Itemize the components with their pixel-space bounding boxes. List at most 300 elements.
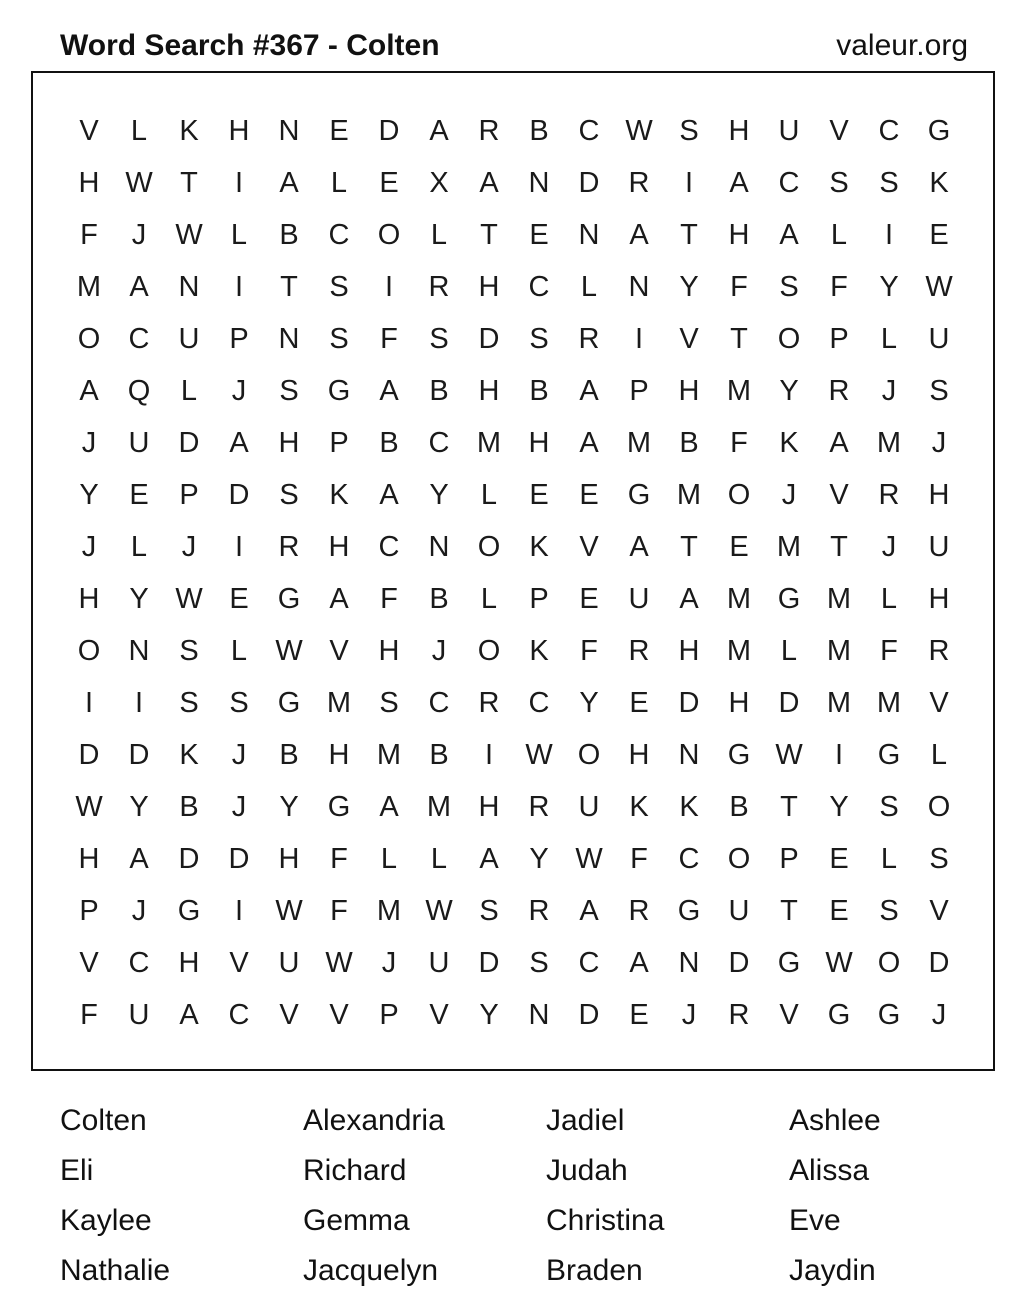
- grid-cell: N: [278, 322, 300, 355]
- grid-cell: C: [128, 946, 150, 979]
- grid-cell: J: [181, 530, 197, 563]
- grid-cell: T: [480, 218, 498, 251]
- grid-cell: V: [929, 686, 949, 719]
- grid-cell: A: [779, 218, 799, 251]
- grid-cell: R: [478, 686, 500, 719]
- grid-cell: N: [528, 166, 550, 199]
- grid-cell: T: [780, 894, 798, 927]
- grid-cell: E: [579, 478, 599, 511]
- grid-cell: E: [379, 166, 399, 199]
- grid-cell: A: [579, 374, 599, 407]
- grid-cell: N: [578, 218, 600, 251]
- grid-cell: W: [775, 738, 803, 771]
- grid-cell: A: [379, 478, 399, 511]
- grid-cell: Y: [129, 790, 149, 823]
- grid-cell: E: [929, 218, 949, 251]
- grid-cell: P: [829, 322, 849, 355]
- grid-cell: H: [678, 374, 700, 407]
- grid-cell: G: [627, 478, 651, 511]
- grid-cell: T: [830, 530, 848, 563]
- grid-cell: C: [578, 114, 600, 147]
- word-list-item: Ashlee: [789, 1104, 881, 1137]
- grid-cell: Y: [279, 790, 299, 823]
- grid-cell: A: [629, 530, 649, 563]
- grid-cell: P: [629, 374, 649, 407]
- grid-cell: G: [177, 894, 201, 927]
- grid-cell: F: [630, 842, 648, 875]
- grid-cell: A: [379, 790, 399, 823]
- grid-cell: G: [677, 894, 701, 927]
- grid-cell: F: [580, 634, 598, 667]
- grid-cell: I: [234, 270, 244, 303]
- grid-cell: H: [78, 582, 100, 615]
- grid-cell: A: [379, 374, 399, 407]
- grid-cell: P: [379, 998, 399, 1031]
- grid-cell: I: [634, 322, 644, 355]
- grid-cell: B: [429, 374, 449, 407]
- grid-cell: L: [880, 322, 898, 355]
- letter-grid: [64, 105, 964, 1041]
- grid-cell: T: [730, 322, 748, 355]
- grid-cell: W: [825, 946, 853, 979]
- grid-cell: V: [579, 530, 599, 563]
- grid-cell: L: [830, 218, 848, 251]
- grid-cell: R: [528, 894, 550, 927]
- grid-cell: H: [728, 218, 750, 251]
- grid-cell: B: [279, 738, 299, 771]
- grid-cell: U: [928, 530, 950, 563]
- grid-cell: S: [179, 686, 199, 719]
- grid-cell: R: [528, 790, 550, 823]
- word-list-item: Braden: [546, 1254, 643, 1287]
- grid-cell: F: [880, 634, 898, 667]
- grid-cell: I: [134, 686, 144, 719]
- grid-cell: E: [529, 478, 549, 511]
- grid-cell: N: [428, 530, 450, 563]
- grid-cell: P: [179, 478, 199, 511]
- grid-cell: F: [830, 270, 848, 303]
- grid-cell: M: [326, 686, 352, 719]
- grid-cell: K: [179, 738, 199, 771]
- grid-cell: P: [229, 322, 249, 355]
- grid-cell: J: [231, 374, 247, 407]
- grid-cell: J: [681, 998, 697, 1031]
- grid-cell: F: [80, 218, 98, 251]
- grid-cell: I: [234, 166, 244, 199]
- grid-cell: K: [179, 114, 199, 147]
- grid-cell: J: [231, 790, 247, 823]
- grid-cell: E: [829, 842, 849, 875]
- grid-cell: J: [881, 530, 897, 563]
- grid-cell: C: [878, 114, 900, 147]
- grid-cell: Y: [129, 582, 149, 615]
- grid-cell: P: [529, 582, 549, 615]
- grid-cell: V: [329, 634, 349, 667]
- grid-cell: B: [529, 114, 549, 147]
- grid-cell: S: [479, 894, 499, 927]
- grid-cell: S: [329, 322, 349, 355]
- grid-cell: H: [78, 842, 100, 875]
- grid-cell: Y: [679, 270, 699, 303]
- grid-cell: M: [76, 270, 102, 303]
- grid-cell: W: [325, 946, 353, 979]
- grid-cell: I: [234, 530, 244, 563]
- grid-cell: S: [329, 270, 349, 303]
- grid-cell: H: [278, 842, 300, 875]
- grid-cell: D: [578, 998, 600, 1031]
- grid-cell: A: [229, 426, 249, 459]
- grid-cell: X: [429, 166, 449, 199]
- grid-cell: U: [928, 322, 950, 355]
- grid-cell: B: [679, 426, 699, 459]
- grid-cell: R: [278, 530, 300, 563]
- grid-cell: R: [928, 634, 950, 667]
- grid-cell: S: [279, 478, 299, 511]
- grid-cell: K: [629, 790, 649, 823]
- grid-cell: V: [79, 946, 99, 979]
- grid-cell: C: [228, 998, 250, 1031]
- grid-cell: K: [929, 166, 949, 199]
- grid-cell: I: [684, 166, 694, 199]
- grid-cell: O: [777, 322, 801, 355]
- grid-cell: E: [729, 530, 749, 563]
- grid-cell: Y: [779, 374, 799, 407]
- word-list-item: Alissa: [789, 1154, 870, 1187]
- grid-cell: V: [279, 998, 299, 1031]
- grid-cell: O: [927, 790, 951, 823]
- grid-cell: C: [528, 686, 550, 719]
- grid-cell: U: [578, 790, 600, 823]
- grid-cell: A: [179, 998, 199, 1031]
- grid-cell: R: [828, 374, 850, 407]
- grid-cell: I: [384, 270, 394, 303]
- grid-cell: D: [128, 738, 150, 771]
- grid-cell: J: [131, 894, 147, 927]
- grid-cell: H: [628, 738, 650, 771]
- grid-cell: S: [929, 842, 949, 875]
- grid-cell: H: [278, 426, 300, 459]
- grid-cell: Q: [127, 374, 151, 407]
- grid-cell: A: [829, 426, 849, 459]
- grid-cell: D: [778, 686, 800, 719]
- grid-cell: S: [929, 374, 949, 407]
- grid-cell: A: [629, 946, 649, 979]
- word-list-item: Gemma: [303, 1204, 410, 1237]
- grid-cell: D: [228, 478, 250, 511]
- grid-cell: U: [178, 322, 200, 355]
- grid-cell: F: [80, 998, 98, 1031]
- grid-cell: C: [328, 218, 350, 251]
- grid-cell: K: [529, 634, 549, 667]
- grid-cell: G: [327, 374, 351, 407]
- grid-cell: L: [130, 114, 148, 147]
- word-list-item: Kaylee: [60, 1204, 152, 1237]
- grid-cell: R: [478, 114, 500, 147]
- grid-cell: E: [629, 998, 649, 1031]
- grid-cell: M: [776, 530, 802, 563]
- grid-cell: G: [927, 114, 951, 147]
- grid-cell: S: [529, 322, 549, 355]
- grid-cell: H: [178, 946, 200, 979]
- grid-cell: R: [728, 998, 750, 1031]
- grid-cell: I: [84, 686, 94, 719]
- grid-cell: V: [829, 478, 849, 511]
- grid-cell: P: [79, 894, 99, 927]
- grid-cell: M: [626, 426, 652, 459]
- grid-cell: H: [478, 790, 500, 823]
- grid-cell: J: [931, 998, 947, 1031]
- grid-cell: M: [876, 686, 902, 719]
- grid-cell: Y: [479, 998, 499, 1031]
- word-list-item: Jadiel: [546, 1104, 625, 1137]
- grid-cell: J: [231, 738, 247, 771]
- grid-cell: U: [428, 946, 450, 979]
- grid-cell: Y: [79, 478, 99, 511]
- word-list-item: Eli: [60, 1154, 94, 1187]
- grid-cell: D: [78, 738, 100, 771]
- grid-cell: T: [180, 166, 198, 199]
- grid-cell: H: [928, 478, 950, 511]
- grid-cell: V: [229, 946, 249, 979]
- grid-cell: W: [125, 166, 153, 199]
- grid-cell: A: [629, 218, 649, 251]
- grid-cell: S: [829, 166, 849, 199]
- grid-cell: L: [380, 842, 398, 875]
- word-list-item: Jacquelyn: [303, 1254, 439, 1287]
- grid-cell: S: [879, 894, 899, 927]
- grid-cell: O: [477, 634, 501, 667]
- grid-cell: H: [378, 634, 400, 667]
- page-title: Word Search #367 - Colten: [60, 29, 440, 62]
- grid-cell: F: [730, 426, 748, 459]
- grid-cell: L: [130, 530, 148, 563]
- grid-cell: M: [826, 634, 852, 667]
- grid-cell: E: [129, 478, 149, 511]
- grid-cell: M: [476, 426, 502, 459]
- grid-cell: S: [879, 790, 899, 823]
- grid-cell: L: [580, 270, 598, 303]
- grid-cell: W: [75, 790, 103, 823]
- grid-cell: G: [877, 738, 901, 771]
- grid-cell: N: [178, 270, 200, 303]
- grid-cell: I: [234, 894, 244, 927]
- grid-cell: E: [829, 894, 849, 927]
- grid-cell: G: [327, 790, 351, 823]
- grid-cell: B: [429, 738, 449, 771]
- grid-cell: H: [728, 686, 750, 719]
- grid-cell: D: [678, 686, 700, 719]
- grid-cell: G: [277, 686, 301, 719]
- grid-cell: K: [779, 426, 799, 459]
- grid-cell: H: [478, 374, 500, 407]
- grid-cell: W: [575, 842, 603, 875]
- grid-cell: D: [378, 114, 400, 147]
- grid-cell: C: [778, 166, 800, 199]
- grid-cell: B: [729, 790, 749, 823]
- word-list-item: Eve: [789, 1204, 841, 1237]
- grid-cell: J: [381, 946, 397, 979]
- grid-cell: M: [376, 894, 402, 927]
- grid-cell: W: [425, 894, 453, 927]
- grid-cell: J: [131, 218, 147, 251]
- grid-cell: E: [529, 218, 549, 251]
- word-list-item: Alexandria: [303, 1104, 445, 1137]
- grid-cell: L: [780, 634, 798, 667]
- grid-cell: E: [229, 582, 249, 615]
- grid-cell: T: [780, 790, 798, 823]
- grid-cell: G: [827, 998, 851, 1031]
- grid-cell: H: [528, 426, 550, 459]
- grid-cell: B: [379, 426, 399, 459]
- grid-cell: D: [728, 946, 750, 979]
- grid-cell: B: [179, 790, 199, 823]
- word-list-item: Richard: [303, 1154, 407, 1187]
- grid-cell: W: [925, 270, 953, 303]
- grid-cell: H: [728, 114, 750, 147]
- grid-cell: G: [777, 582, 801, 615]
- grid-cell: N: [628, 270, 650, 303]
- grid-cell: L: [330, 166, 348, 199]
- grid-cell: N: [278, 114, 300, 147]
- grid-cell: S: [679, 114, 699, 147]
- grid-cell: B: [429, 582, 449, 615]
- grid-cell: W: [275, 634, 303, 667]
- grid-cell: T: [280, 270, 298, 303]
- grid-cell: J: [431, 634, 447, 667]
- grid-cell: D: [578, 166, 600, 199]
- grid-cell: C: [378, 530, 400, 563]
- grid-cell: A: [479, 842, 499, 875]
- grid-cell: F: [380, 582, 398, 615]
- word-list: [60, 1096, 1000, 1296]
- grid-cell: A: [729, 166, 749, 199]
- grid-cell: N: [678, 946, 700, 979]
- grid-cell: M: [826, 686, 852, 719]
- word-list-item: Colten: [60, 1104, 147, 1137]
- grid-cell: M: [376, 738, 402, 771]
- grid-cell: A: [329, 582, 349, 615]
- grid-cell: F: [730, 270, 748, 303]
- grid-cell: U: [128, 998, 150, 1031]
- grid-cell: A: [129, 270, 149, 303]
- grid-cell: V: [679, 322, 699, 355]
- grid-cell: D: [478, 946, 500, 979]
- grid-cell: A: [579, 894, 599, 927]
- grid-cell: D: [178, 426, 200, 459]
- word-list-item: Nathalie: [60, 1254, 171, 1287]
- grid-cell: H: [678, 634, 700, 667]
- grid-cell: C: [128, 322, 150, 355]
- grid-cell: M: [726, 634, 752, 667]
- grid-cell: E: [329, 114, 349, 147]
- grid-cell: O: [577, 738, 601, 771]
- grid-cell: O: [727, 842, 751, 875]
- grid-cell: A: [129, 842, 149, 875]
- grid-cell: N: [678, 738, 700, 771]
- grid-cell: F: [330, 894, 348, 927]
- grid-cell: W: [525, 738, 553, 771]
- grid-cell: W: [175, 582, 203, 615]
- grid-cell: O: [77, 634, 101, 667]
- word-list-item: Christina: [546, 1204, 665, 1237]
- grid-cell: P: [779, 842, 799, 875]
- grid-cell: J: [931, 426, 947, 459]
- grid-cell: U: [278, 946, 300, 979]
- grid-cell: V: [929, 894, 949, 927]
- grid-cell: E: [579, 582, 599, 615]
- grid-cell: S: [779, 270, 799, 303]
- grid-cell: L: [880, 582, 898, 615]
- word-list-item: Jaydin: [789, 1254, 876, 1287]
- grid-cell: A: [429, 114, 449, 147]
- grid-cell: Y: [529, 842, 549, 875]
- grid-cell: H: [78, 166, 100, 199]
- grid-cell: G: [727, 738, 751, 771]
- grid-cell: C: [428, 426, 450, 459]
- grid-cell: O: [877, 946, 901, 979]
- grid-cell: W: [625, 114, 653, 147]
- grid-cell: I: [884, 218, 894, 251]
- grid-cell: S: [529, 946, 549, 979]
- grid-cell: J: [881, 374, 897, 407]
- grid-cell: M: [726, 582, 752, 615]
- grid-cell: L: [930, 738, 948, 771]
- grid-cell: E: [629, 686, 649, 719]
- grid-cell: G: [277, 582, 301, 615]
- grid-cell: I: [834, 738, 844, 771]
- grid-cell: J: [81, 530, 97, 563]
- grid-cell: V: [329, 998, 349, 1031]
- grid-cell: S: [379, 686, 399, 719]
- grid-cell: J: [781, 478, 797, 511]
- grid-cell: U: [628, 582, 650, 615]
- grid-cell: H: [228, 114, 250, 147]
- grid-cell: M: [676, 478, 702, 511]
- grid-cell: D: [178, 842, 200, 875]
- grid-cell: W: [275, 894, 303, 927]
- grid-cell: H: [928, 582, 950, 615]
- grid-cell: U: [728, 894, 750, 927]
- word-list-item: Judah: [546, 1154, 628, 1187]
- grid-cell: V: [79, 114, 99, 147]
- grid-cell: S: [429, 322, 449, 355]
- grid-cell: B: [529, 374, 549, 407]
- grid-cell: S: [279, 374, 299, 407]
- grid-cell: R: [628, 634, 650, 667]
- grid-cell: F: [330, 842, 348, 875]
- grid-cell: D: [928, 946, 950, 979]
- grid-cell: L: [880, 842, 898, 875]
- grid-cell: A: [479, 166, 499, 199]
- grid-cell: S: [229, 686, 249, 719]
- grid-cell: N: [528, 998, 550, 1031]
- grid-cell: L: [480, 478, 498, 511]
- grid-cell: Y: [429, 478, 449, 511]
- grid-cell: R: [628, 166, 650, 199]
- grid-cell: L: [430, 842, 448, 875]
- grid-cell: U: [128, 426, 150, 459]
- grid-cell: V: [779, 998, 799, 1031]
- grid-cell: O: [77, 322, 101, 355]
- grid-cell: A: [579, 426, 599, 459]
- grid-cell: S: [879, 166, 899, 199]
- grid-cell: D: [228, 842, 250, 875]
- grid-cell: N: [128, 634, 150, 667]
- grid-cell: T: [680, 530, 698, 563]
- grid-cell: H: [478, 270, 500, 303]
- grid-cell: L: [480, 582, 498, 615]
- grid-cell: O: [727, 478, 751, 511]
